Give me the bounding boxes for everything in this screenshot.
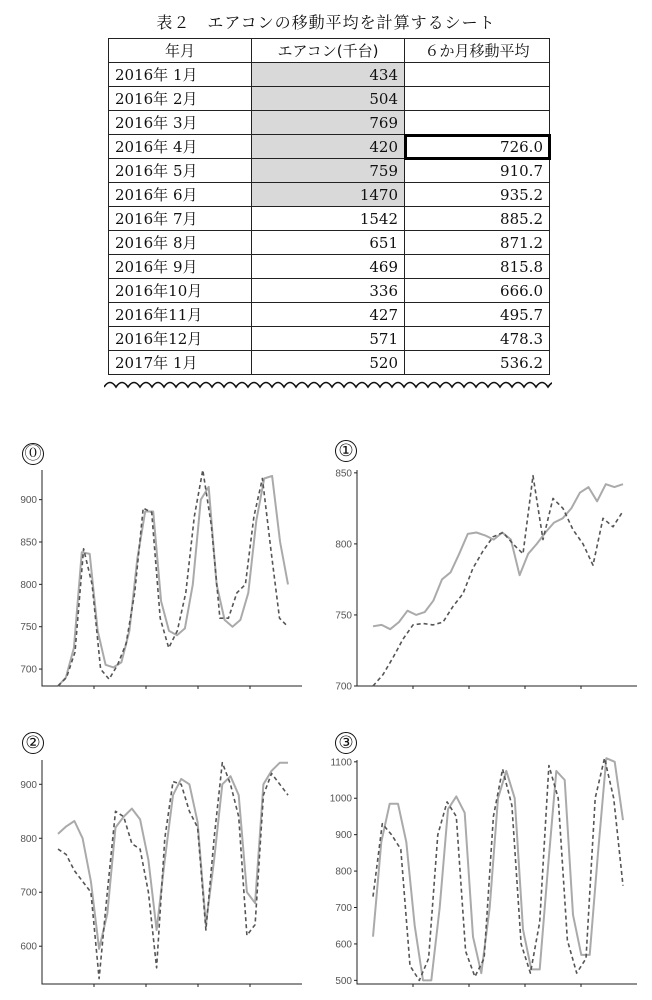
cell-moving-average bbox=[405, 111, 550, 135]
chart-1-axes bbox=[357, 470, 637, 686]
y-tick-label: 1100 bbox=[330, 757, 352, 769]
y-tick-label: 700 bbox=[20, 664, 37, 676]
y-tick-label: 750 bbox=[335, 610, 352, 622]
y-tick-label: 1000 bbox=[329, 793, 352, 805]
table-cut-wave bbox=[104, 376, 552, 398]
cell-year-month: 2016年10月 bbox=[109, 279, 252, 303]
table-row bbox=[109, 279, 550, 303]
table-row bbox=[109, 351, 550, 375]
cell-aircon: 434 bbox=[252, 63, 405, 87]
chart-2 bbox=[10, 752, 310, 992]
y-tick-label: 800 bbox=[335, 539, 352, 551]
cell-moving-average bbox=[405, 63, 550, 87]
cell-year-month: 2016年 6月 bbox=[109, 183, 252, 207]
series-line-solid bbox=[373, 758, 623, 980]
y-tick-label: 800 bbox=[20, 833, 37, 845]
cell-moving-average: 726.0 bbox=[405, 135, 550, 159]
cell-aircon: 769 bbox=[252, 111, 405, 135]
series-line-solid bbox=[373, 484, 623, 629]
y-tick-label: 800 bbox=[335, 866, 352, 878]
cell-aircon: 651 bbox=[252, 231, 405, 255]
cell-aircon: 504 bbox=[252, 87, 405, 111]
series-line-solid bbox=[58, 763, 288, 949]
column-header-moving-average: ６か月移動平均 bbox=[405, 39, 550, 63]
series-line-solid bbox=[58, 476, 288, 686]
table-row bbox=[109, 231, 550, 255]
cell-year-month: 2016年 8月 bbox=[109, 231, 252, 255]
table-row bbox=[109, 303, 550, 327]
chart-2-label: ② bbox=[22, 732, 44, 754]
y-tick-label: 700 bbox=[20, 887, 37, 899]
table-header-row bbox=[109, 39, 550, 63]
cell-moving-average: 536.2 bbox=[405, 351, 550, 375]
chart-1 bbox=[325, 462, 645, 694]
cell-moving-average bbox=[405, 87, 550, 111]
cell-year-month: 2016年 5月 bbox=[109, 159, 252, 183]
y-tick-label: 800 bbox=[20, 579, 37, 591]
cell-year-month: 2016年 7月 bbox=[109, 207, 252, 231]
cell-moving-average: 495.7 bbox=[405, 303, 550, 327]
table-row bbox=[109, 327, 550, 351]
y-tick-label: 900 bbox=[20, 495, 37, 507]
series-line-dashed bbox=[373, 476, 623, 686]
table-row bbox=[109, 183, 550, 207]
table-title: 表２ エアコンの移動平均を計算するシート bbox=[156, 13, 496, 32]
table-row bbox=[109, 87, 550, 111]
table-row bbox=[109, 111, 550, 135]
column-header-aircon: エアコン(千台) bbox=[252, 39, 405, 63]
y-tick-label: 600 bbox=[20, 941, 37, 953]
cell-aircon: 571 bbox=[252, 327, 405, 351]
y-tick-label: 700 bbox=[335, 681, 352, 693]
y-tick-label: 600 bbox=[335, 939, 352, 951]
cell-moving-average: 935.2 bbox=[405, 183, 550, 207]
y-tick-label: 750 bbox=[20, 622, 37, 634]
cell-moving-average: 885.2 bbox=[405, 207, 550, 231]
y-tick-label: 850 bbox=[20, 537, 37, 549]
cell-aircon: 427 bbox=[252, 303, 405, 327]
cell-aircon: 1542 bbox=[252, 207, 405, 231]
y-tick-label: 850 bbox=[335, 468, 352, 480]
cell-moving-average: 478.3 bbox=[405, 327, 550, 351]
y-tick-label: 900 bbox=[335, 830, 352, 842]
cell-year-month: 2016年 4月 bbox=[109, 135, 252, 159]
cell-year-month: 2016年11月 bbox=[109, 303, 252, 327]
cell-year-month: 2016年12月 bbox=[109, 327, 252, 351]
cell-aircon: 759 bbox=[252, 159, 405, 183]
cell-aircon: 520 bbox=[252, 351, 405, 375]
chart-3-label: ③ bbox=[335, 732, 357, 754]
cell-moving-average: 666.0 bbox=[405, 279, 550, 303]
chart-0 bbox=[10, 462, 310, 694]
cell-aircon: 336 bbox=[252, 279, 405, 303]
table-row bbox=[109, 159, 550, 183]
cell-year-month: 2016年 1月 bbox=[109, 63, 252, 87]
chart-3-axes bbox=[357, 760, 637, 984]
series-line-dashed bbox=[373, 758, 623, 980]
table-row bbox=[109, 63, 550, 87]
cell-moving-average: 815.8 bbox=[405, 255, 550, 279]
cell-aircon: 1470 bbox=[252, 183, 405, 207]
table-row bbox=[109, 207, 550, 231]
cell-moving-average: 910.7 bbox=[405, 159, 550, 183]
y-tick-label: 700 bbox=[335, 903, 352, 915]
moving-average-table bbox=[108, 38, 550, 375]
cell-aircon: 420 bbox=[252, 135, 405, 159]
cell-moving-average: 871.2 bbox=[405, 231, 550, 255]
chart-0-label: ⓪ bbox=[22, 443, 44, 465]
cell-year-month: 2016年 9月 bbox=[109, 255, 252, 279]
cell-year-month: 2017年 1月 bbox=[109, 351, 252, 375]
cell-aircon: 469 bbox=[252, 255, 405, 279]
y-tick-label: 900 bbox=[20, 779, 37, 791]
chart-1-label: ① bbox=[335, 440, 357, 462]
column-header-year-month: 年月 bbox=[109, 39, 252, 63]
y-tick-label: 500 bbox=[335, 975, 352, 987]
table-row bbox=[109, 255, 550, 279]
chart-3 bbox=[325, 752, 645, 992]
cell-year-month: 2016年 2月 bbox=[109, 87, 252, 111]
cell-year-month: 2016年 3月 bbox=[109, 111, 252, 135]
table-row bbox=[109, 135, 550, 159]
